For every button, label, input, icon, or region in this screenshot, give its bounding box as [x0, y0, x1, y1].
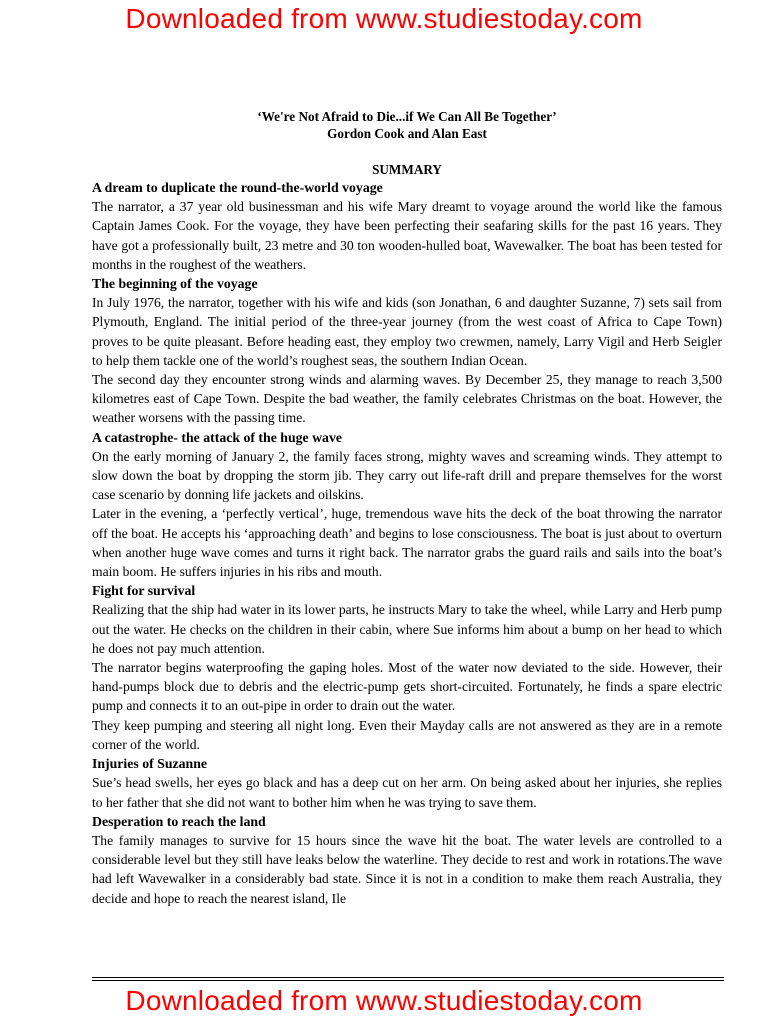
document-page: [92, 108, 722, 908]
document-authors: Gordon Cook and Alan East: [327, 126, 487, 141]
section-heading: Injuries of Suzanne: [92, 756, 207, 772]
section-suzanne: [92, 754, 722, 812]
paragraph: The narrator, a 37 year old businessman and his wife Mary dreamt to voyage around the world like the famous Captain James Cook. For the voyage, they have been perfecting their seafaring skills for the past 16 years. They have got a professionally built, 23 metre and 30 ton wooden-hulled boat, Wavewalker. The boat has been tested for months in the roughest of the weathers.: [92, 199, 722, 272]
watermark-top: Downloaded from www.studiestoday.com: [125, 3, 643, 34]
title-block: [92, 108, 722, 142]
paragraph: Sue’s head swells, her eyes go black and has a deep cut on her arm. On being asked about her injuries, she replies to her father that she did not want to bother him when he was trying to save them.: [92, 775, 722, 810]
paragraph: They keep pumping and steering all night long. Even their Mayday calls are not answered as they are in a remote corner of the world.: [92, 717, 722, 752]
summary-heading: SUMMARY: [372, 162, 442, 177]
paragraph: On the early morning of January 2, the family faces strong, mighty waves and screaming winds. They attempt to slow down the boat by dropping the storm jib. They carry out life-raft drill and prepare themselves for the worst case scenario by donning life jackets and oilskins.: [92, 448, 722, 503]
document-title: ‘We're Not Afraid to Die...if We Can All Be Together’: [257, 109, 557, 124]
section-heading: A dream to duplicate the round-the-world voyage: [92, 180, 383, 195]
section-desperation: [92, 812, 722, 908]
section-catastrophe: [92, 428, 722, 582]
section-survival: [92, 581, 722, 754]
footer-rule: [92, 977, 724, 978]
section-heading: Desperation to reach the land: [92, 813, 266, 829]
paragraph: Later in the evening, a ‘perfectly vertical’, huge, tremendous wave hits the deck of the boat throwing the narrator off the boat. He accepts his ‘approaching death’ and begins to lose consciousness. The boat is just about to overturn when another huge wave comes and turns it right back. The narrator grabs the guard rails and sails into the boat’s main boom. He suffers injuries in his ribs and mouth.: [92, 506, 722, 580]
section-dream: [92, 178, 722, 274]
paragraph: In July 1976, the narrator, together with his wife and kids (son Jonathan, 6 and daughter Suzanne, 7) sets sail from Plymouth, England. The initial period of the three-year journey (from the west coast of Africa to Cape Town) proves to be quite pleasant. Before heading east, they employ two crewmen, namely, Larry Vigil and Herb Seigler to help them tackle one of the world’s roughest seas, the southern Indian Ocean.: [92, 295, 722, 368]
section-heading: A catastrophe- the attack of the huge wave: [92, 429, 342, 445]
section-beginning: [92, 274, 722, 428]
footer-rule: [92, 980, 724, 981]
section-heading: The beginning of the voyage: [92, 276, 258, 292]
watermark-bottom: Downloaded from www.studiestoday.com: [125, 985, 643, 1016]
section-heading: Fight for survival: [92, 583, 196, 599]
paragraph: The narrator begins waterproofing the gaping holes. Most of the water now deviated to the side. However, their hand-pumps block due to debris and the electric-pump gets short-circuited. Fortunately, he finds a spare electric pump and connects it to an out-pipe in order to drain out the water.: [92, 660, 722, 714]
paragraph: The second day they encounter strong winds and alarming waves. By December 25, they manage to reach 3,500 kilometres east of Cape Town. Despite the bad weather, the family celebrates Christmas on the boat. However, the weather worsens with the passing time.: [92, 372, 722, 426]
paragraph: The family manages to survive for 15 hours since the wave hit the boat. The water levels are controlled to a considerable level but they still have leaks below the waterline. They decide to rest and work in rotations.The wave had left Wavewalker in a considerably bad state. Since it is not in a condition to make them reach Australia, they decide and hope to reach the nearest island, Ile: [92, 832, 722, 906]
paragraph: Realizing that the ship had water in its lower parts, he instructs Mary to take the wheel, while Larry and Herb pump out the water. He checks on the children in their cabin, where Sue informs him about a bump on her head to which he does not pay much attention.: [92, 602, 722, 656]
